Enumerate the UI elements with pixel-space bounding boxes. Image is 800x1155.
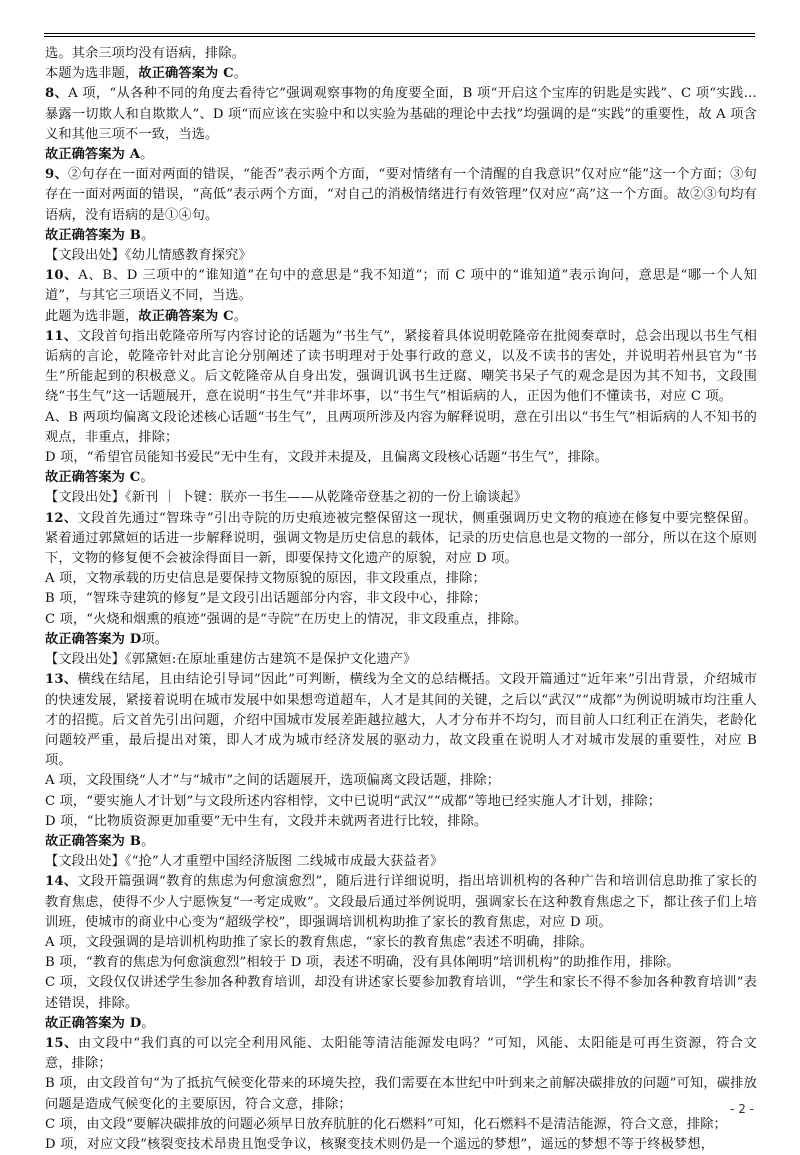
paragraph-text: C 项，“要实施人才计划”与文段所述内容相悖，文中已说明“武汉”“成都”等地已经实施人才计划，排除； (45, 793, 662, 809)
paragraph-tail: 。 (233, 308, 248, 324)
paragraph-num: 10、 (45, 268, 79, 284)
paragraph (45, 246, 757, 266)
paragraph-text: 文段首先通过“智珠寺”引出寺院的历史痕迹被完整保留这一现状，侧重强调历史文物的痕迹在修复中要完整保留。紧着通过郭黛姮的话进一步解释说明，强调文物是历史信息的载体，记录的历史信息也是文物的一部分，所以在这个原则下，文物的修复便不会被涂得面目一新，即要保持文化遗产的原貌，对应 D 项。 (45, 510, 757, 567)
document-body (45, 44, 757, 1155)
paragraph (45, 64, 757, 84)
paragraph-text: B 项，由文段首句“为了抵抗气候变化带来的环境失控，我们需要在本世纪中叶到来之前解决碳排放的问题”可知，碳排放问题是造成气候变化的主要原因，符合文意，排除； (45, 1076, 757, 1112)
paragraph-text: C 项，文段仅仅讲述学生参加各种教育培训，却没有讲述家长要参加教育培训，“学生和家长不得不参加各种教育培训”表述错误，排除。 (45, 975, 757, 1011)
paragraph-bold: 故正确答案为 C (45, 470, 141, 486)
paragraph (45, 408, 757, 448)
paragraph-text: 【文段出处】《“抢”人才重塑中国经济版图 二线城市成最大获益者》 (45, 854, 444, 870)
paragraph (45, 266, 757, 306)
paragraph-text: B 项，“智珠寺建筑的修复”是文段引出话题部分内容，非文段中心，排除； (45, 591, 487, 607)
paragraph-text: 【文段出处】《郭黛姮:在原址重建仿古建筑不是保护文化遗产》 (45, 652, 417, 668)
paragraph-text: A 项，文段强调的是培训机构助推了家长的教育焦虑，“家长的教育焦虑”表述不明确，排除。 (45, 934, 593, 950)
paragraph (45, 44, 757, 64)
paragraph (45, 973, 757, 1013)
paragraph (45, 509, 757, 570)
paragraph (45, 84, 757, 145)
paragraph-tail: 。 (233, 66, 248, 82)
paragraph-text: 文段开篇强调“教育的焦虑为何愈演愈烈”，随后进行详细说明，指出培训机构的各种广告和培训信息助推了家长的教育焦虑，使得不少人宁愿恢复“一考定成败”。文段最后通过举例说明，强调家长在这种教育焦虑之下，都让孩子们上培训班，使城市的商业中心变为“超级学校”，即强调培训机构助推了家长的教育焦虑，对应 D 项。 (45, 874, 757, 930)
paragraph (45, 589, 757, 609)
paragraph-tail: 。 (141, 1015, 155, 1031)
paragraph (45, 812, 757, 832)
paragraph-text: A、B 两项均偏离文段论述核心话题“书生气”，且两项所涉及内容为解释说明，意在引出以“书生气”相诟病的人不知书的观点，非重点，排除； (45, 409, 757, 445)
paragraph-bold: 故正确答案为 B (45, 227, 142, 243)
paragraph (45, 226, 757, 246)
paragraph-tail: 项。 (141, 631, 169, 647)
paragraph-text: 本题为选非题， (45, 66, 139, 82)
paragraph-bold: 故正确答案为 B (45, 833, 142, 849)
paragraph (45, 1014, 757, 1034)
paragraph-bold: 故正确答案为 A (45, 147, 141, 163)
header-rule-bottom (44, 36, 755, 37)
paragraph-text: C 项，由文段“要解决碳排放的问题必须早日放弃肮脏的化石燃料”可知，化石燃料不是清洁能源，符合文意，排除； (45, 1116, 727, 1132)
paragraph (45, 569, 757, 589)
paragraph-text: A 项，文物承载的历史信息是要保持文物原貌的原因，非文段重点，排除； (45, 571, 486, 587)
paragraph-text: A 项，文段围绕“人才”与“城市”之间的话题展开，选项偏离文段话题，排除； (45, 773, 501, 789)
paragraph-text: 由文段中“我们真的可以完全利用风能、太阳能等清洁能源发电吗？”可知，风能、太阳能是可再生资源，符合文意，排除； (45, 1035, 757, 1072)
paragraph-num: 14、 (45, 874, 78, 890)
paragraph-text: A 项，“从各种不同的角度去看待它”强调观察事物的角度要全面，B 项“开启这个宝库的钥匙是实践”、C 项“实践…暴露一切欺人和自欺欺人”、D 项“而应该在实验中和以实验为基础的理论中去找”均强调的是“实践”的重要性，故 A 项含义和其他三项不一致，当选。 (45, 86, 757, 142)
paragraph-text: C 项，“火烧和烟熏的痕迹”强调的是“寺院”在历史上的情况，非文段重点，排除。 (45, 611, 528, 627)
paragraph-text: 【文段出处】《幼儿情感教育探究》 (45, 248, 252, 264)
paragraph (45, 792, 757, 812)
paragraph-text: 【文段出处】《新刊 ｜ 卜键：朕亦一书生——从乾隆帝登基之初的一份上谕谈起》 (45, 490, 528, 506)
paragraph (45, 1135, 757, 1155)
page-number: - 2 - (730, 1102, 754, 1116)
paragraph-bold: 故正确答案为 C (138, 308, 234, 324)
paragraph (45, 165, 757, 226)
paragraph-text: D 项，“希望官员能知书爱民”无中生有，文段并未提及，且偏离文段核心话题“书生气”，排除。 (45, 450, 608, 466)
paragraph (45, 448, 757, 468)
paragraph (45, 832, 757, 852)
header-rule-top (44, 33, 755, 34)
paragraph-num: 15、 (45, 1035, 79, 1051)
paragraph-num: 12、 (45, 510, 78, 526)
paragraph (45, 650, 757, 670)
paragraph (45, 1034, 757, 1074)
paragraph-text: D 项，“比物质资源更加重要”无中生有，文段并未就两者进行比较，排除。 (45, 813, 488, 829)
paragraph-tail: 。 (141, 227, 155, 243)
paragraph (45, 933, 757, 953)
paragraph (45, 630, 757, 650)
paragraph-text: ②句存在一面对两面的错误，“能否”表示两个方面，“要对情绪有一个清醒的自我意识”仅对应“能”这一个方面；③句存在一面对两面的错误，“高低”表示两个方面，“对自己的消极情绪进行有效管理”仅对应“高”这一个方面。故②③句均有语病，没有语病的是①④句。 (45, 167, 757, 223)
paragraph-text: 横线在结尾，且由结论引导词“因此”可判断，横线为全文的总结概括。文段开篇通过“近年来”引出背景，介绍城市的快速发展，紧接着说明在城市发展中如果想弯道超车，人才是其间的关键，之后以“武汉”“成都”为例说明城市均注重人才的招揽。后文首先引出问题，介绍中国城市发展差距越拉越大，人才分布并不均匀，而目前人口红利正在消失，老龄化问题较严重，最后提出对策，即人才成为城市经济发展的驱动力，故文段重在说明人才对城市发展的重要性，对应 B 项。 (45, 672, 757, 769)
paragraph-num: 11、 (45, 328, 78, 344)
paragraph-text: D 项，对应文段“核裂变技术昂贵且饱受争议，核聚变技术则仍是一个遥远的梦想”，遥远的梦想不等于终极梦想， (45, 1136, 715, 1152)
paragraph (45, 872, 757, 933)
paragraph-text: A、B、D 三项中的“谁知道”在句中的意思是“我不知道”；而 C 项中的“谁知道”表示询问，意思是“哪一个人知道”，与其它三项语义不同，当选。 (45, 268, 757, 304)
paragraph-bold: 故正确答案为 D (45, 631, 142, 647)
paragraph (45, 610, 757, 630)
paragraph (45, 488, 757, 508)
paragraph-bold: 故正确答案为 C (138, 66, 234, 82)
paragraph (45, 953, 757, 973)
paragraph-num: 8、 (45, 86, 69, 102)
paragraph-tail: 。 (140, 470, 154, 486)
paragraph-text: 文段首句指出乾隆帝所写内容讨论的话题为“书生气”，紧接着具体说明乾隆帝在批阅奏章时，总会出现以书生气相诟病的言论，乾隆帝针对此言论分别阐述了读书明理对于处事行政的意义，以及不读书的害处，并说明若州县官为“书生”所能起到的积极意义。后文乾隆帝从自身出发，强调讥讽书生迂腐、嘲笑书呆子气的观念是因为其不知书，文段围绕“书生气”这一话题展开，意在说明“书生气”并非坏事，以“书生气”相诟病的人，正因为他们不懂读书，对应 C 项。 (45, 328, 757, 405)
paragraph (45, 468, 757, 488)
paragraph-num: 9、 (45, 167, 68, 183)
paragraph-tail: 。 (140, 147, 154, 163)
paragraph-text: 此题为选非题， (45, 308, 139, 324)
paragraph (45, 145, 757, 165)
paragraph-text: 选。其余三项均没有语病，排除。 (45, 46, 246, 61)
paragraph (45, 852, 757, 872)
paragraph (45, 771, 757, 791)
paragraph (45, 307, 757, 327)
paragraph (45, 670, 757, 771)
paragraph (45, 1074, 757, 1114)
paragraph-num: 13、 (45, 672, 78, 688)
paragraph (45, 327, 757, 408)
paragraph-tail: 。 (141, 833, 155, 849)
paragraph-bold: 故正确答案为 D (45, 1015, 142, 1031)
paragraph-text: B 项，“教育的焦虑为何愈演愈烈”相较于 D 项，表述不明确，没有具体阐明“培训机构”的助推作用，排除。 (45, 955, 680, 971)
